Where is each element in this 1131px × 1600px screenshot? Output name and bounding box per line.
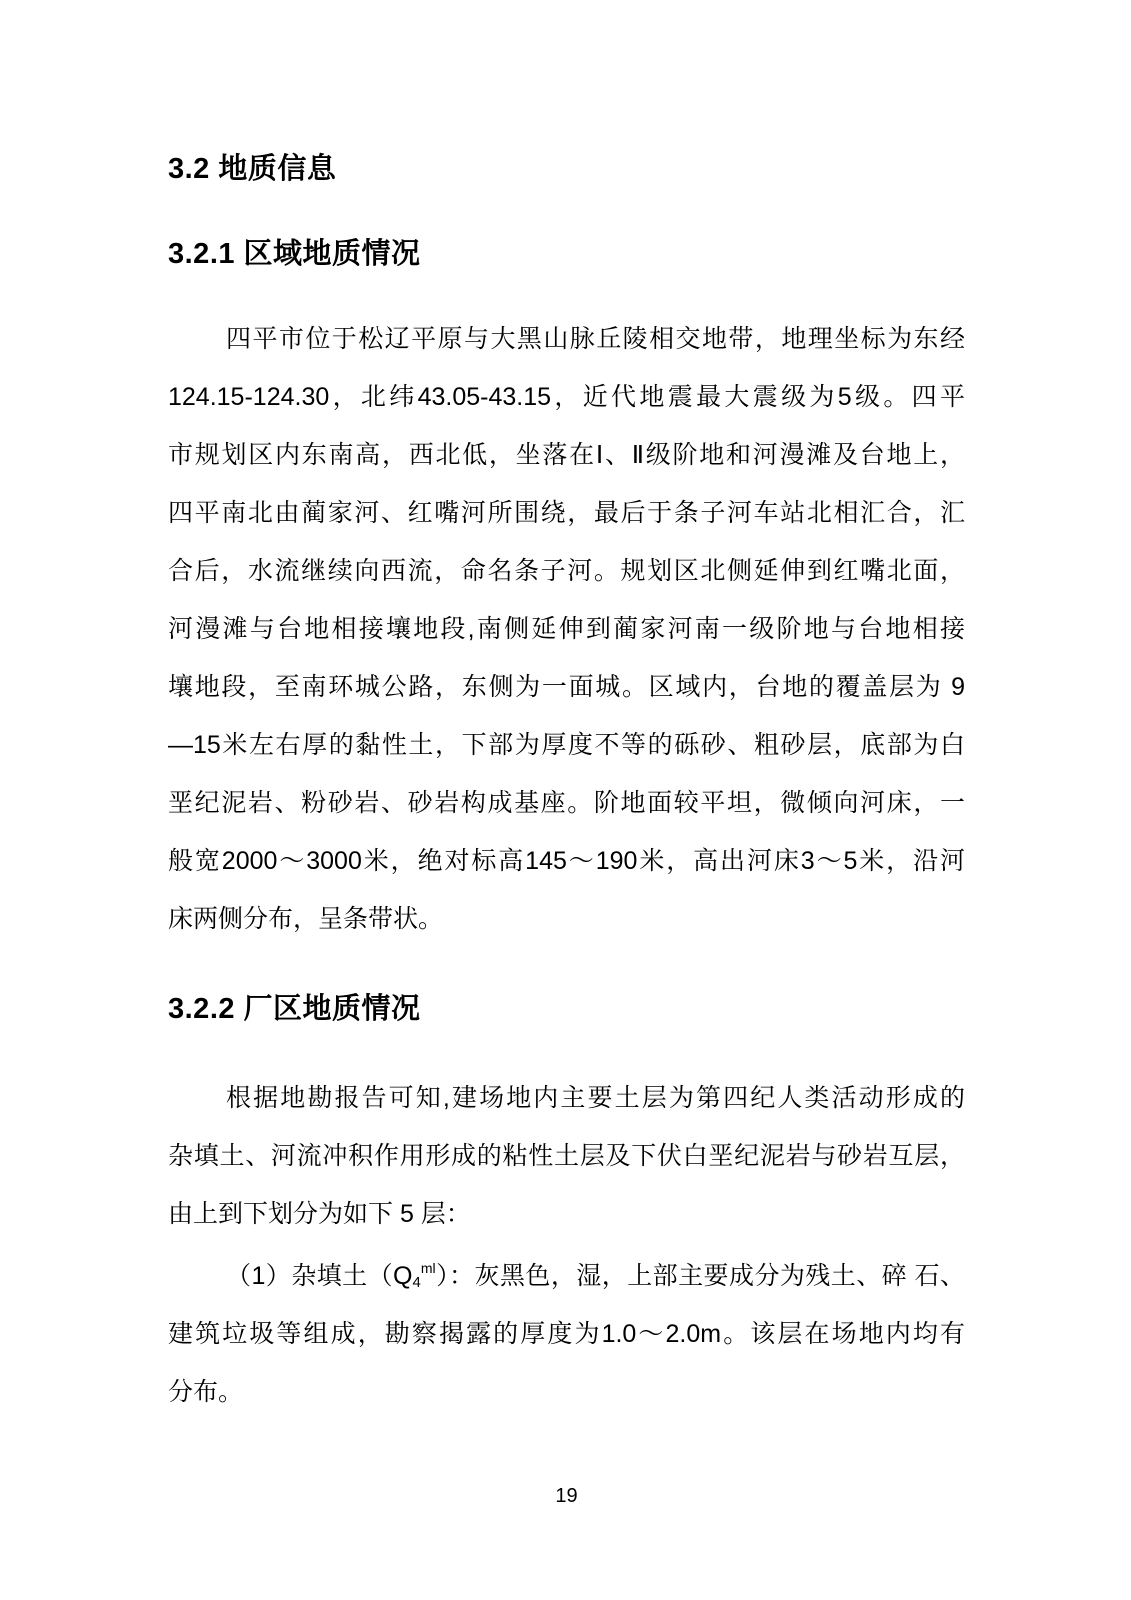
paragraph-line: 般宽2000～3000米，绝对标高145～190米，高出河床3～5米，沿河 [168, 847, 965, 875]
section-heading-geology-info: 3.2 地质信息 [168, 153, 337, 185]
paragraph-line: 垩纪泥岩、粉砂岩、砂岩构成基座。阶地面较平坦，微倾向河床，一 [168, 789, 965, 817]
formula-superscript: ml [420, 1260, 436, 1276]
paragraph-regional-geology [168, 310, 965, 948]
paragraph-line: 根据地勘报告可知,建场地内主要土层为第四纪人类活动形成的 [226, 1084, 965, 1112]
paragraph-line [168, 1247, 965, 1305]
paragraph-line: 四平市位于松辽平原与大黑山脉丘陵相交地带，地理坐标为东经 [226, 325, 965, 353]
paragraph-line: 床两侧分布，呈条带状。 [168, 905, 444, 933]
layer-1-text-after-formula: ）：灰黑色，湿，上部主要成分为残土、碎 石、 [435, 1262, 965, 1290]
paragraph-line: 由上到下划分为如下 5 层： [168, 1200, 471, 1228]
paragraph-line: 分布。 [168, 1378, 244, 1406]
subsection-heading-regional-geology: 3.2.1 区域地质情况 [168, 238, 421, 270]
paragraph-line: 杂填土、河流冲积作用形成的粘性土层及下伏白垩纪泥岩与砂岩互层， [168, 1142, 965, 1170]
subsection-heading-site-geology: 3.2.2 厂区地质情况 [168, 993, 421, 1025]
paragraph-line: 124.15-124.30，北纬43.05-43.15，近代地震最大震级为5级。四平 [168, 383, 965, 411]
paragraph-line: 河漫滩与台地相接壤地段,南侧延伸到蔺家河南一级阶地与台地相接 [168, 615, 965, 643]
paragraph-site-geology [168, 1069, 965, 1243]
paragraph-layer-1-fill-soil [168, 1247, 965, 1421]
paragraph-line: 壤地段，至南环城公路，东侧为一面城。区域内，台地的覆盖层为 9 [168, 673, 965, 701]
paragraph-line: 市规划区内东南高，西北低，坐落在Ⅰ、Ⅱ级阶地和河漫滩及台地上， [168, 441, 965, 469]
formula-subscript: 4 [412, 1274, 421, 1291]
paragraph-line: 合后，水流继续向西流，命名条子河。规划区北侧延伸到红嘴北面， [168, 557, 965, 585]
paragraph-line: 四平南北由蔺家河、红嘴河所围绕，最后于条子河车站北相汇合，汇 [168, 499, 965, 527]
paragraph-line: 建筑垃圾等组成，勘察揭露的厚度为1.0～2.0m。该层在场地内均有 [168, 1320, 965, 1348]
layer-1-text-before-formula: （1）杂填土（Q [226, 1262, 413, 1290]
page-number: 19 [555, 1485, 578, 1507]
paragraph-line: —15米左右厚的黏性土，下部为厚度不等的砾砂、粗砂层，底部为白 [168, 731, 965, 759]
